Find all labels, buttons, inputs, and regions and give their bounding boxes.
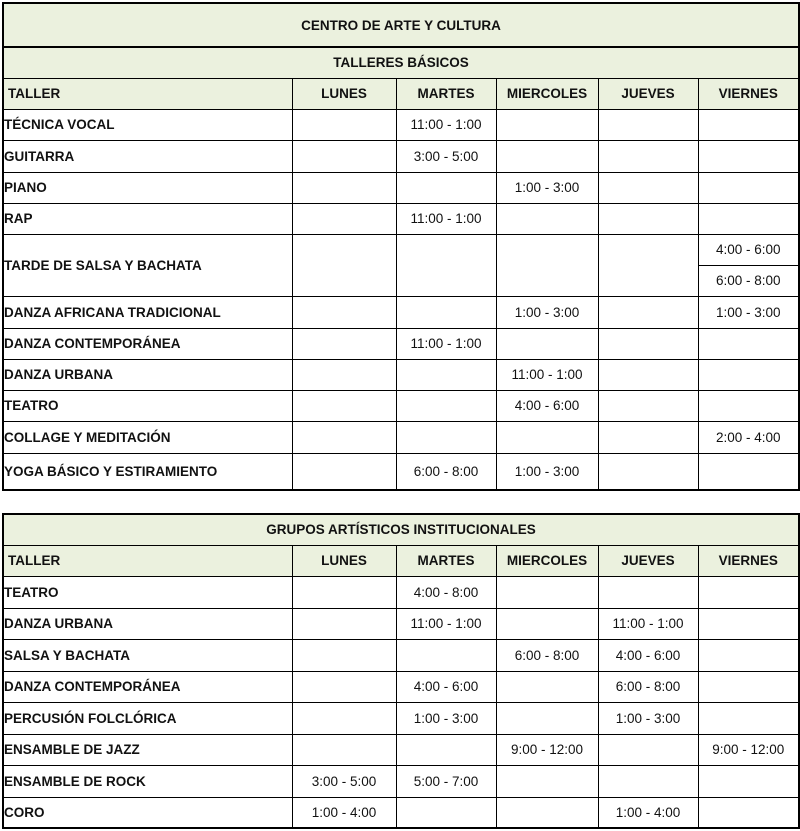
time-cell: 11:00 - 1:00 [396,109,496,140]
time-cell [292,702,396,734]
time-cell: 6:00 - 8:00 [396,453,496,490]
time-cell [292,453,396,490]
taller-name: TÉCNICA VOCAL [3,109,292,140]
time-cell [396,734,496,765]
table-row [3,359,799,390]
time-cell [292,234,396,296]
time-cell [292,359,396,390]
time-cell [292,328,396,359]
time-cell [396,421,496,453]
time-cell: 4:00 - 6:00 [496,390,598,421]
time-cell: 4:00 - 6:00 [598,639,698,671]
time-cell [396,234,496,296]
column-header-taller: TALLER [3,78,292,109]
time-cell: 9:00 - 12:00 [698,734,799,765]
column-header-jueves: JUEVES [598,78,698,109]
time-cell [598,421,698,453]
taller-name: GUITARRA [3,140,292,172]
taller-name: PERCUSIÓN FOLCLÓRICA [3,702,292,734]
time-cell [698,453,799,490]
time-cell: 2:00 - 4:00 [698,421,799,453]
time-cell [598,328,698,359]
taller-name: DANZA CONTEMPORÁNEA [3,328,292,359]
time-cell [698,702,799,734]
time-cell [598,765,698,797]
taller-name: ENSAMBLE DE ROCK [3,765,292,797]
time-cell [598,140,698,172]
table-row [3,608,799,639]
column-header-taller: TALLER [3,545,292,576]
time-cell [396,359,496,390]
time-cell [598,359,698,390]
table-row [3,390,799,421]
time-cell [598,453,698,490]
time-cell [598,234,698,296]
table-row [3,797,799,828]
time-cell [496,576,598,608]
time-cell [698,203,799,234]
time-cell [698,765,799,797]
column-header-lunes: LUNES [292,545,396,576]
time-cell: 1:00 - 3:00 [598,702,698,734]
time-cell [496,109,598,140]
time-cell [496,328,598,359]
taller-name: PIANO [3,172,292,203]
time-cell: 1:00 - 3:00 [496,296,598,328]
time-cell [598,109,698,140]
taller-name: RAP [3,203,292,234]
time-cell: 1:00 - 3:00 [496,172,598,203]
column-header-row [3,78,799,109]
table-row [3,421,799,453]
time-cell [598,734,698,765]
time-cell [598,576,698,608]
time-cell: 1:00 - 3:00 [698,296,799,328]
time-cell: 3:00 - 5:00 [396,140,496,172]
time-cell [496,234,598,296]
table-row [3,172,799,203]
time-cell: 11:00 - 1:00 [396,203,496,234]
column-header-viernes: VIERNES [698,545,799,576]
time-cell [496,608,598,639]
time-cell [698,109,799,140]
grupos-artisticos-table [2,513,800,829]
time-cell: 5:00 - 7:00 [396,765,496,797]
time-cell [396,296,496,328]
column-header-row [3,545,799,576]
time-cell [496,797,598,828]
time-cell: 11:00 - 1:00 [396,608,496,639]
time-cell [496,421,598,453]
time-cell [598,172,698,203]
time-cell [698,576,799,608]
time-cell: 6:00 - 8:00 [598,671,698,702]
section-heading: GRUPOS ARTÍSTICOS INSTITUCIONALES [3,514,799,545]
time-cell: 4:00 - 6:00 [698,234,799,265]
time-cell [292,671,396,702]
table-row [3,702,799,734]
time-cell [698,328,799,359]
time-cell [292,421,396,453]
page-title: CENTRO DE ARTE Y CULTURA [3,3,799,47]
time-cell [292,203,396,234]
taller-name: TEATRO [3,576,292,608]
time-cell [496,203,598,234]
table-row [3,671,799,702]
column-header-jueves: JUEVES [598,545,698,576]
column-header-miercoles: MIERCOLES [496,78,598,109]
table-row [3,140,799,172]
taller-name: DANZA CONTEMPORÁNEA [3,671,292,702]
taller-name: DANZA URBANA [3,608,292,639]
time-cell [496,671,598,702]
time-cell [496,140,598,172]
time-cell [698,140,799,172]
table-row [3,203,799,234]
taller-name: DANZA URBANA [3,359,292,390]
column-header-martes: MARTES [396,545,496,576]
table-row [3,639,799,671]
table-row [3,328,799,359]
time-cell [496,702,598,734]
time-cell [292,140,396,172]
time-cell [292,576,396,608]
time-cell [598,390,698,421]
taller-name: CORO [3,797,292,828]
time-cell: 11:00 - 1:00 [496,359,598,390]
time-cell [698,671,799,702]
table-row [3,576,799,608]
table-row [3,453,799,490]
time-cell [292,734,396,765]
column-header-martes: MARTES [396,78,496,109]
time-cell [698,639,799,671]
taller-name: DANZA AFRICANA TRADICIONAL [3,296,292,328]
taller-name: COLLAGE Y MEDITACIÓN [3,421,292,453]
taller-name: YOGA BÁSICO Y ESTIRAMIENTO [3,453,292,490]
time-cell: 11:00 - 1:00 [396,328,496,359]
time-cell [292,172,396,203]
time-cell [292,390,396,421]
time-cell: 4:00 - 6:00 [396,671,496,702]
time-cell: 6:00 - 8:00 [496,639,598,671]
taller-name: TARDE DE SALSA Y BACHATA [3,234,292,296]
taller-name: TEATRO [3,390,292,421]
time-cell [698,608,799,639]
table-row [3,109,799,140]
column-header-viernes: VIERNES [698,78,799,109]
column-header-miercoles: MIERCOLES [496,545,598,576]
table-row [3,234,799,265]
time-cell [698,797,799,828]
talleres-basicos-table [2,2,800,491]
table-row [3,765,799,797]
time-cell: 9:00 - 12:00 [496,734,598,765]
time-cell: 1:00 - 4:00 [292,797,396,828]
time-cell: 1:00 - 3:00 [496,453,598,490]
time-cell: 6:00 - 8:00 [698,265,799,296]
time-cell: 3:00 - 5:00 [292,765,396,797]
time-cell [698,172,799,203]
taller-name: SALSA Y BACHATA [3,639,292,671]
time-cell [698,359,799,390]
time-cell: 1:00 - 3:00 [396,702,496,734]
time-cell [698,390,799,421]
section-heading: TALLERES BÁSICOS [3,47,799,78]
taller-name: ENSAMBLE DE JAZZ [3,734,292,765]
time-cell [598,296,698,328]
time-cell [292,109,396,140]
time-cell [396,390,496,421]
time-cell [292,608,396,639]
column-header-lunes: LUNES [292,78,396,109]
table-row [3,734,799,765]
time-cell [496,765,598,797]
time-cell [396,797,496,828]
time-cell: 1:00 - 4:00 [598,797,698,828]
time-cell [598,203,698,234]
time-cell: 11:00 - 1:00 [598,608,698,639]
time-cell [292,639,396,671]
time-cell: 4:00 - 8:00 [396,576,496,608]
table-row [3,296,799,328]
time-cell [292,296,396,328]
time-cell [396,172,496,203]
time-cell [396,639,496,671]
